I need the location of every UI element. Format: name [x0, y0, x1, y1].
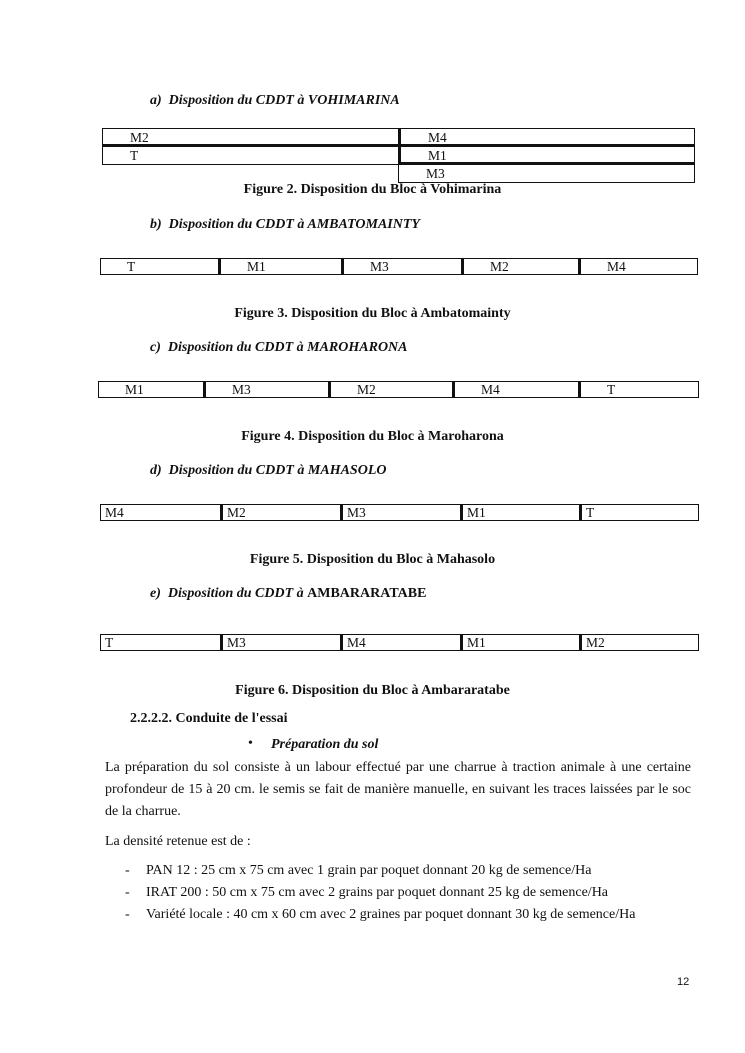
plot-cell: M3 [220, 635, 340, 650]
plot-cell: M3 [340, 505, 460, 520]
list-dash: - [125, 907, 130, 922]
heading-b [150, 217, 420, 233]
figure-caption: Figure 3. Disposition du Bloc à Ambatomainty [234, 306, 511, 321]
heading-letter: e) [150, 586, 161, 601]
plot-cell: M3 [398, 165, 695, 183]
heading-letter: b) [150, 217, 162, 232]
heading-letter: c) [150, 340, 161, 355]
plot-cell: M2 [220, 505, 340, 520]
plot-cell: M4 [452, 382, 578, 397]
plot-cell: M1 [125, 382, 144, 397]
paragraph: La préparation du sol consiste à un labour effectué par une charrue à traction animale à une certaine profondeur de 15 à 20 cm. le semis se fait de manière manuelle, en suivant les traces laissées par le soc de la charrue. [105, 760, 691, 819]
section-heading: 2.2.2.2. Conduite de l'essai [130, 711, 288, 726]
plot-cell: M4 [340, 635, 460, 650]
heading-text: Disposition du CDDT à MAROHARONA [167, 340, 408, 355]
bullet-heading: Préparation du sol [271, 737, 379, 752]
heading-text: Disposition du CDDT à MAHASOLO [168, 463, 387, 478]
plot-cell: M1 [460, 635, 579, 650]
heading-d [150, 463, 387, 479]
list-dash: - [125, 863, 130, 878]
figure-caption: Figure 2. Disposition du Bloc à Vohimarina [243, 182, 502, 197]
heading-e [150, 586, 426, 602]
plot-cell: M1 [218, 259, 341, 274]
plot-cell: M3 [203, 382, 328, 397]
plot-row [100, 504, 699, 521]
heading-c [150, 340, 408, 356]
plot-cell: T [578, 382, 698, 397]
plot-cell: M2 [102, 128, 400, 147]
plot-row [98, 381, 699, 398]
list-item: Variété locale : 40 cm x 60 cm avec 2 graines par poquet donnant 30 kg de semence/Ha [146, 907, 636, 922]
plot-cell: M4 [578, 259, 697, 274]
heading-text: Disposition du CDDT à VOHIMARINA [168, 93, 400, 108]
plot-cell: M2 [579, 635, 698, 650]
list-item: IRAT 200 : 50 cm x 75 cm avec 2 grains par poquet donnant 25 kg de semence/Ha [146, 885, 609, 900]
plot-row [100, 258, 698, 275]
list-item: PAN 12 : 25 cm x 75 cm avec 1 grain par poquet donnant 20 kg de semence/Ha [146, 863, 592, 878]
plot-cell: M4 [398, 128, 695, 147]
plot-cell: T [127, 259, 136, 274]
plot-cell: M2 [328, 382, 452, 397]
list-dash: - [125, 885, 130, 900]
plot-cell: M1 [398, 147, 695, 165]
heading-site-name: AMBARARATABE [307, 586, 427, 601]
bullet-icon: • [248, 736, 253, 751]
heading-a [150, 93, 400, 109]
heading-letter: d) [150, 463, 162, 478]
plot-cell: M4 [105, 505, 124, 520]
plot-cell: T [579, 505, 698, 520]
plot-cell: M3 [341, 259, 461, 274]
figure-caption: Figure 6. Disposition du Bloc à Ambararatabe [235, 683, 510, 698]
heading-letter: a) [150, 93, 162, 108]
page-number: 12 [677, 976, 690, 988]
plot-cell: T [105, 635, 114, 650]
plot-cell: M2 [461, 259, 578, 274]
plot-row [100, 634, 699, 651]
density-intro: La densité retenue est de : [105, 834, 251, 849]
plot-cell: T [102, 147, 400, 165]
plot-cell: M1 [460, 505, 579, 520]
figure-caption: Figure 5. Disposition du Bloc à Mahasolo [249, 552, 496, 567]
heading-text: Disposition du CDDT à AMBATOMAINTY [168, 217, 420, 232]
heading-text: Disposition du CDDT à [167, 586, 304, 601]
figure-caption: Figure 4. Disposition du Bloc à Maroharona [241, 429, 504, 444]
